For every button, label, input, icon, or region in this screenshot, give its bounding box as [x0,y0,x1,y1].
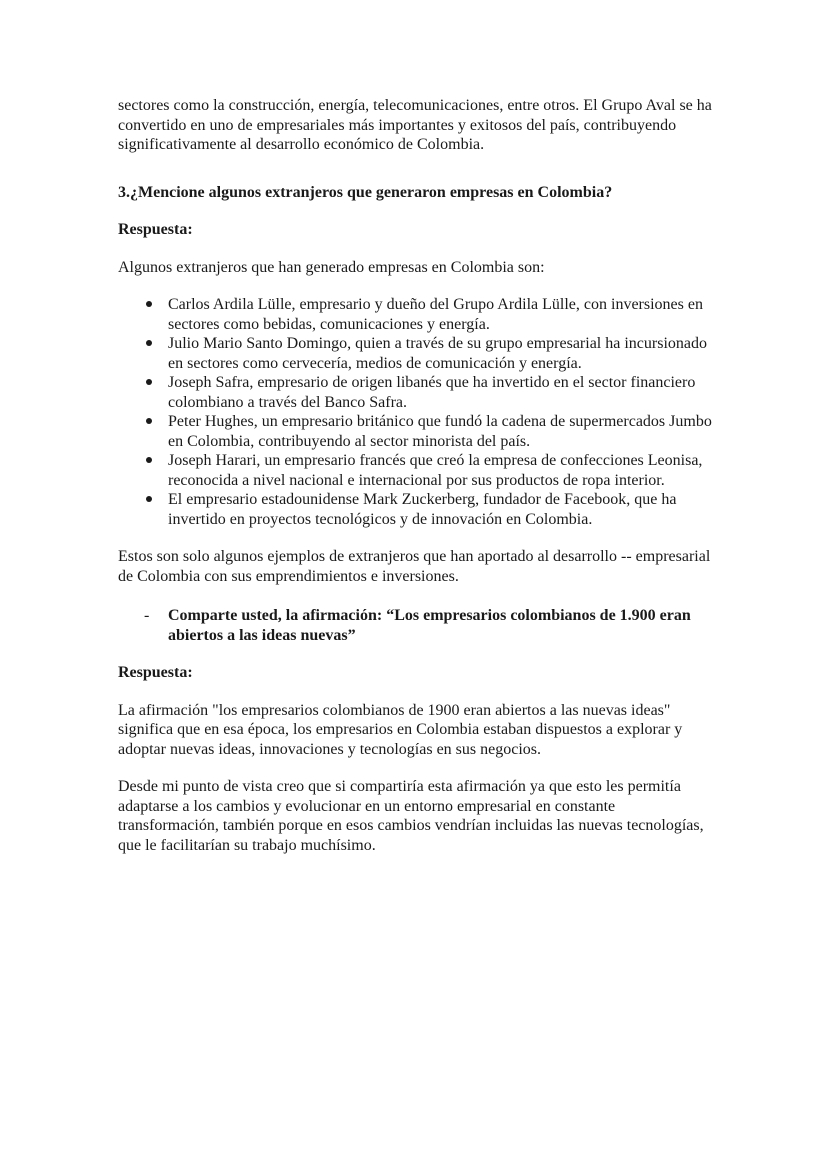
list-item [118,334,718,373]
answer-3-lead: Algunos extranjeros que han generado empresas en Colombia son: [118,258,545,276]
dash-icon: - [144,607,150,624]
answer-label-1: Respuesta: [118,221,193,238]
list-item-text: Carlos Ardila Lülle, empresario y dueño del Grupo Ardila Lülle, con inversiones en sectores como bebidas, comunicaciones y energía. [168,296,703,333]
bullet-icon [146,496,152,502]
list-item [118,490,718,529]
answer-label-2: Respuesta: [118,664,193,681]
bullet-icon [146,379,152,385]
list-item-text: Julio Mario Santo Domingo, quien a través de su grupo empresarial ha incursionado en sectores como cervecería, medios de comunicación y energía. [168,335,707,372]
list-item-text: El empresario estadounidense Mark Zuckerberg, fundador de Facebook, que ha invertido en proyectos tecnológicos y de innovación en Colombia. [168,491,677,528]
list-item [118,295,718,334]
document-page [118,96,718,855]
list-item-text: Joseph Safra, empresario de origen libanés que ha invertido en el sector financiero colombiano a través del Banco Safra. [168,374,696,411]
list-item [118,373,718,412]
closing-paragraph: Estos son solo algunos ejemplos de extranjeros que han aportado al desarrollo -- empresarial de Colombia con sus emprendimientos e inversiones. [118,548,711,585]
statement-question-text: Comparte usted, la afirmación: “Los empresarios colombianos de 1.900 eran abiertos a las ideas nuevas” [168,607,691,644]
bullet-icon [146,301,152,307]
foreigners-list [118,295,718,529]
question-3-heading: 3.¿Mencione algunos extranjeros que generaron empresas en Colombia? [118,183,613,201]
list-item-text: Joseph Harari, un empresario francés que creó la empresa de confecciones Leonisa, reconocida a nivel nacional e internacional por sus productos de ropa interior. [168,452,703,489]
statement-question [118,606,718,645]
bullet-icon [146,418,152,424]
bullet-icon [146,340,152,346]
bullet-icon [146,457,152,463]
list-item [118,412,718,451]
list-item-text: Peter Hughes, un empresario británico que fundó la cadena de supermercados Jumbo en Colombia, contribuyendo al sector minorista del país. [168,413,712,450]
answer-4-paragraph-1: La afirmación "los empresarios colombianos de 1900 eran abiertos a las nuevas ideas" significa que en esa época, los empresarios en Colombia estaban dispuestos a explorar y adoptar nuevas ideas, innovaciones y tecnologías en sus negocios. [118,701,683,758]
intro-paragraph: sectores como la construcción, energía, telecomunicaciones, entre otros. El Grupo Aval se ha convertido en uno de empresariales más importantes y exitosos del país, contribuyendo significativamente al desarrollo económico de Colombia. [118,97,712,153]
list-item [118,451,718,490]
answer-4-paragraph-2: Desde mi punto de vista creo que si compartiría esta afirmación ya que esto les permitía adaptarse a los cambios y evolucionar en un entorno empresarial en constante transformación, también porque en esos cambios vendrían incluidas las nuevas tecnologías, que le facilitarían su trabajo muchísimo. [118,778,704,854]
